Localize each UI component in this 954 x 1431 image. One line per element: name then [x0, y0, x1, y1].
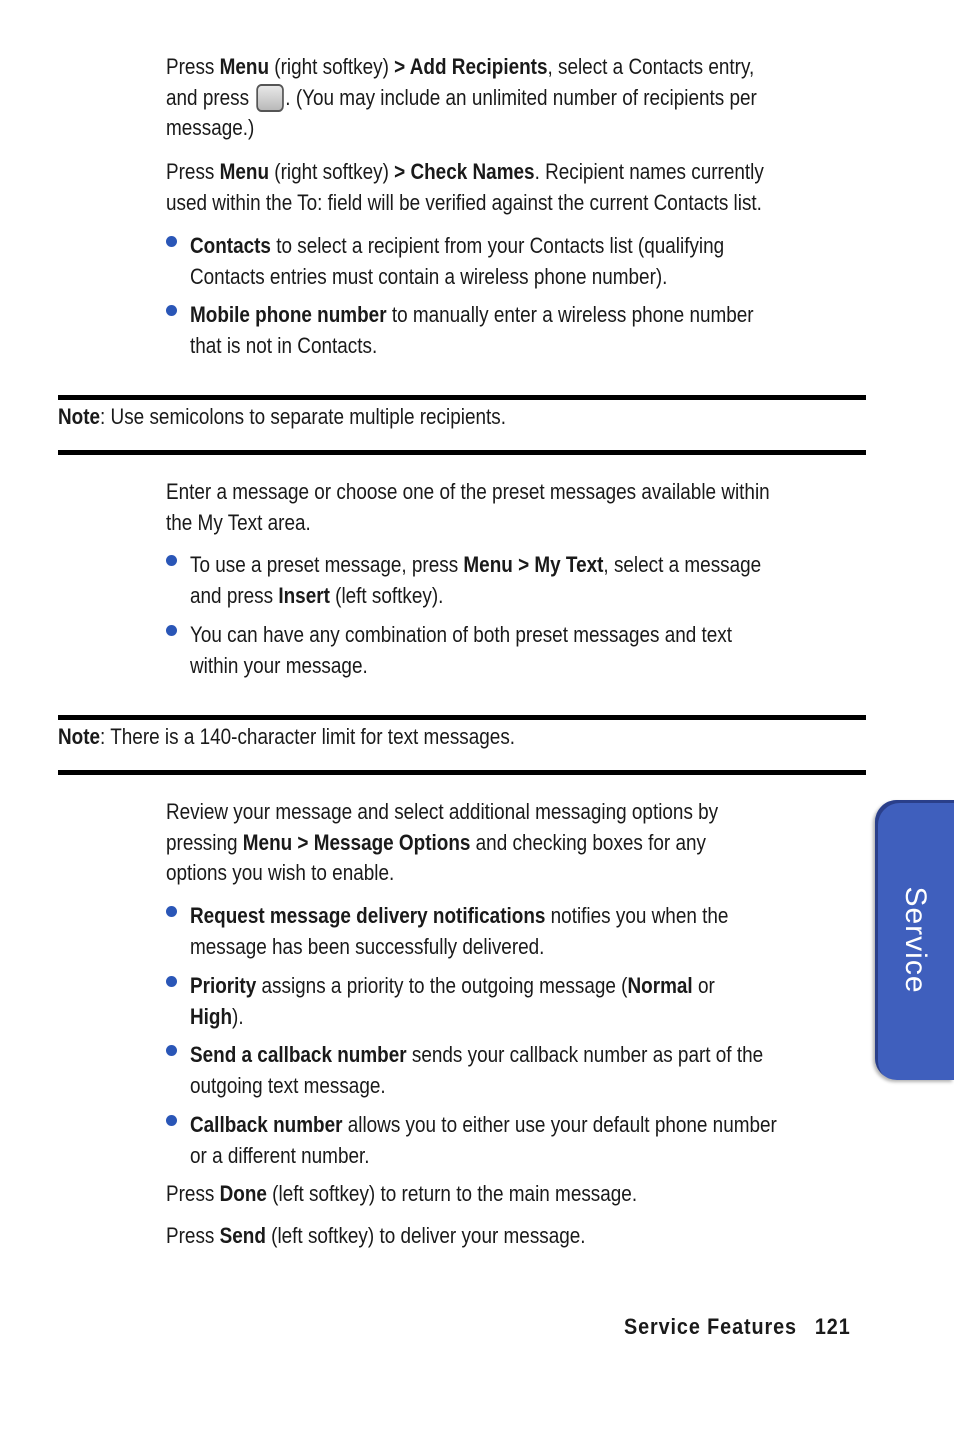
bullet-icon — [166, 555, 177, 566]
note-divider-bottom — [58, 450, 866, 455]
paragraph-press-done: Press Done (left softkey) to return to the main message. — [166, 1181, 638, 1206]
paragraph-press-send: Press Send (left softkey) to deliver your message. — [166, 1223, 586, 1248]
ok-key-icon — [256, 84, 284, 112]
paragraph-enter-message: Enter a message or choose one of the preset messages available within the My Text area. — [166, 479, 770, 535]
bullet-icon — [166, 976, 177, 987]
bullet-icon — [166, 625, 177, 636]
menu-term: Menu — [219, 54, 270, 79]
page-footer — [624, 1314, 851, 1340]
paragraph-add-recipients: Press Menu (right softkey) > Add Recipients, select a Contacts entry, and press . (You may include an unlimited number of recipients per message.) — [166, 54, 757, 140]
footer-section-title: Service Features — [624, 1314, 797, 1339]
note-divider-top — [58, 395, 866, 400]
bullet-icon — [166, 236, 177, 247]
page-number: 121 — [814, 1314, 851, 1339]
note-divider-bottom — [58, 770, 866, 775]
bullet-icon — [166, 1115, 177, 1126]
paragraph-review-message: Review your message and select additional messaging options by pressing Menu > Message Options and checking boxes for any options you wish to enable. — [166, 799, 719, 885]
side-tab-label: Service — [899, 886, 932, 994]
bullet-icon — [166, 1045, 177, 1056]
add-recipients-term: > Add Recipients — [394, 54, 548, 79]
bullet-icon — [166, 305, 177, 316]
paragraph-check-names: Press Menu (right softkey) > Check Names. Recipient names currently used within the To: field will be verified against the current Contacts list. — [166, 159, 764, 215]
bullet-icon — [166, 906, 177, 917]
note-recipients: Note: Use semicolons to separate multiple recipients. — [58, 404, 506, 429]
note-divider-top — [58, 715, 866, 720]
note-character-limit: Note: There is a 140-character limit for text messages. — [58, 724, 516, 749]
check-names-term: > Check Names — [394, 159, 535, 184]
